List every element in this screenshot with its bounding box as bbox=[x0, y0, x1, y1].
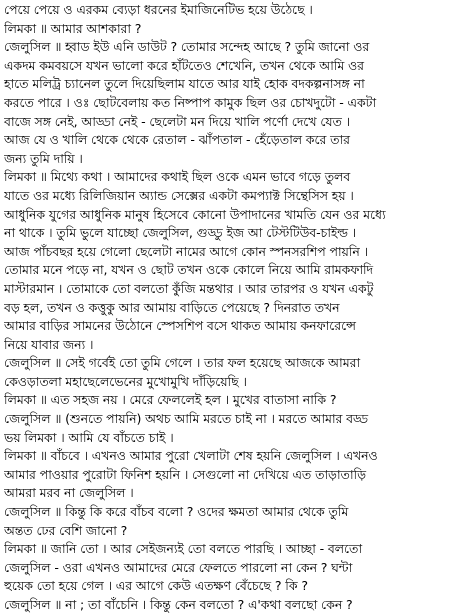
text-line: জেলুসিল ॥ (শুনতে পায়নি) অথচ আমি মরতে চাই না । মরতে আমার বড্ড bbox=[4, 411, 369, 427]
text-line: নিয়ে যাবার জন্য । bbox=[4, 336, 94, 352]
text-line: না থাকে । তুমি ভুলে যাচ্ছো জেলুসিল, গুড্ডু ইজ আ টেস্টটিউব-চাইল্ড । bbox=[4, 225, 357, 241]
text-line: অন্তত ঢের বেশি জানো ? bbox=[4, 522, 128, 538]
text-line: মাস্টারমান । তোমাকে তো বলতো কুঁজি মন্তথার । আর তারপর ও যখন একটু bbox=[4, 280, 374, 296]
text-line: জেলুসিল ॥ কিন্তু কি করে বাঁচব বলো ? ওদের ক্ষমতা আমার থেকে তুমি bbox=[4, 504, 349, 520]
text-line: জেলুসিল ॥ না ; তা বাঁচেনি । কিন্তু কেন বলতো ? এ'কথা বলছো কেন ? bbox=[4, 597, 353, 612]
text-line: হাতে মলিট্র চ্যানেল তুলে দিয়েছিলাম যাতে আর যাই হোক বদকল্পনাসঙ্গ না bbox=[4, 76, 365, 92]
text-line: একদম কমবয়সে যখন ভালো করে হাঁটতেও শেখেনি, তখন থেকে আমি ওর bbox=[4, 57, 364, 73]
text-line: পেয়ে পেয়ে ও এরকম ব্যেড়া ধরনের ইমাজিনেটিভ হয়ে উঠেছে । bbox=[4, 2, 313, 17]
text-line: করতে পারে । ওঃ ছোটবেলায় কত নিষ্পাপ কামুক ছিল ওর চোখদুটো - একটা bbox=[4, 94, 376, 110]
text-line: লিমকা ॥ বাঁচবে । এখনও আমার পুরো খেলাটা শেষ হয়নি জেলুসিল । এখনও bbox=[4, 448, 378, 464]
text-line: আমরা মরব না জেলুসিল । bbox=[4, 485, 134, 501]
text-line: জেলুসিল ॥ সেই গর্বেই তো তুমি গেলে । তার ফল হয়েছে আজকে আমরা bbox=[4, 355, 360, 371]
text-line: আমার বাড়ির সামনের উঠোনে স্পেসশিপ বসে থাকত আমায় কনফারেন্সে bbox=[4, 318, 356, 334]
text-line: আমার পাওয়ার পুরোটা ফিনিশ হয়নি । সেগুলো না দেখিয়ে এত তাড়াতাড়ি bbox=[4, 466, 366, 482]
text-line: জন্য তুমি দায়ি । bbox=[4, 150, 83, 166]
text-line: হুয়েক তো হয়ে গেল । এর আগে কেউ এতক্ষণ বেঁচেছে ? কি ? bbox=[4, 578, 308, 594]
text-line: আজ পাঁচবছর হয়ে গেলো ছেলেটা নামের আগে কোন স্পনসরশিপ পায়নি । bbox=[4, 243, 368, 259]
text-line: যাতে ওর মধ্যে রিলিজিয়ান অ্যান্ড সেক্সের একটা কমপ্যাক্ট সিন্থেসিস হয় । bbox=[4, 187, 354, 203]
text-line: বাজে সঙ্গ নেই, আড্ডা নেই - ছেলেটা মন দিয়ে খালি পর্ণো দেখে যেত । bbox=[4, 113, 351, 129]
text-line: জেলুসিল ॥ হ্বাড ইউ এনি ডাউট ? তোমার সন্দেহ আছে ? তুমি জানো ওর bbox=[4, 39, 370, 55]
text-line: লিমকা ॥ জানি তো । আর সেইজন্যই তো বলতে পারছি । আচ্ছা - বলতো bbox=[4, 541, 362, 557]
text-line: লিমকা ॥ মিথ্যে কথা । আমাদের কথাই ছিল ওকে এমন ভাবে গড়ে তুলব bbox=[4, 169, 351, 185]
text-line: আধুনিক যুগের আধুনিক মানুষ হিসেবে কোনো উপাদানের খামতি যেন ওর মধ্যে bbox=[4, 206, 386, 222]
text-line: বড় হল, তখন ও কত্তুকু আর আমায় বাড়িতে পেয়েছে ? দিনরাত তখন bbox=[4, 299, 340, 315]
text-line: লিমকা ॥ এত সহজ নয় । মেরে ফেললেই হল । মুখের বাতাসা নাকি ? bbox=[4, 392, 337, 408]
text-line: কেওড়াতলা মহাছেলেভেনের মুখোমুখি দাঁড়িয়েছি । bbox=[4, 373, 247, 389]
text-line: তোমার মনে পড়ে না, যখন ও ছোট তখন ওকে কোলে নিয়ে আমি রামকফাদি bbox=[4, 262, 374, 278]
text-line: লিমকা ॥ আমার আশকারা ? bbox=[4, 20, 142, 36]
text-line: জেলুসিল - ওরা এখনও আমাদের মেরে ফেলতে পারলো না কেন ? ঘন্টা bbox=[4, 559, 353, 575]
text-line: আজ যে ও খালি থেকে থেকে রেতাল - ঝাঁপতাল - হেঁড়েতাল করে তার bbox=[4, 132, 350, 148]
text-line: ভয় লিমকা । আমি যে বাঁচতে চাই । bbox=[4, 429, 174, 445]
